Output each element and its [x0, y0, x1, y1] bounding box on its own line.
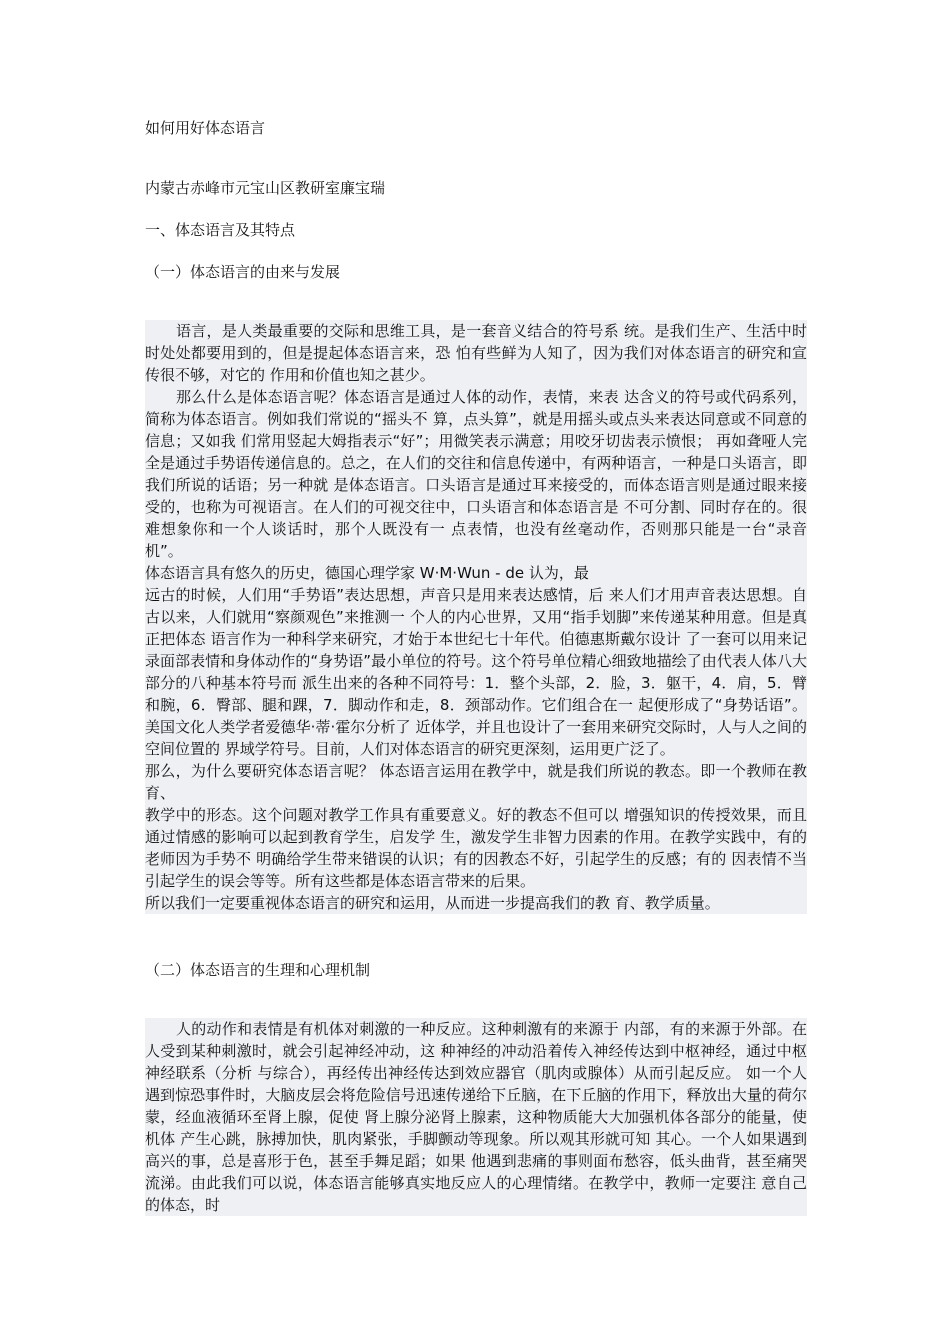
paragraph: 体态语言具有悠久的历史，德国心理学家 W·M·Wun - de 认为，最 — [145, 564, 589, 582]
paragraph: 那么什么是体态语言呢？体态语言是通过人体的动作，表情，来表 达含义的符号或代码系列，简称为体态语言。例如我们常说的“摇头不 算，点头算”，就是用摇头或点头来表达同意或不同意的信息；又如我 们常用竖起大姆指表示“好”；用微笑表示满意；用咬牙切齿表示愤恨； 再如聋哑人完全是通过手势语传递信息的。总之，在人们的交往和信息传递中，有两种语言，一种是口头语言，即我们所说的话语；另一种就 是体态语言。口头语言是通过耳来接受的，而体态语言则是通过眼来接 受的，也称为可视语言。在人们的可视交往中，口头语言和体态语言是 不可分割、同时存在的。很难想象你和一个人谈话时，那个人既没有一 点表情，也没有丝毫动作，否则那只能是一台“录音机”。 — [145, 388, 807, 560]
document-title: 如何用好体态语言 — [145, 119, 266, 137]
body-block-2 — [145, 1018, 807, 1216]
body-block-1 — [145, 320, 807, 914]
document-page — [145, 0, 807, 1344]
paragraph: 语言，是人类最重要的交际和思维工具，是一套音义结合的符号系 统。是我们生产、生活中时时处处都要用到的，但是提起体态语言来，恐 怕有些鲜为人知了，因为我们对体态语言的研究和宣传很不够，对它的 作用和价值也知之甚少。 — [145, 322, 807, 384]
paragraph: 人的动作和表情是有机体对刺激的一种反应。这种刺激有的来源于 内部，有的来源于外部。在人受到某种刺激时，就会引起神经冲动，这 种神经的冲动沿着传入神经传达到中枢神经，通过中枢神经联系（分析 与综合），再经传出神经传达到效应器官（肌肉或腺体）从而引起反应。 如一个人遇到惊恐事件时，大脑皮层会将危险信号迅速传递给下丘脑，在下丘脑的作用下，释放出大量的荷尔蒙，经血液循环至肾上腺，促使 肾上腺分泌肾上腺素，这种物质能大大加强机体各部分的能量，使机体 产生心跳，脉搏加快，肌肉紧张，手脚颤动等现象。所以观其形就可知 其心。一个人如果遇到高兴的事，总是喜形于色，甚至手舞足蹈；如果 他遇到悲痛的事则面布愁容，低头曲背，甚至痛哭流涕。由此我们可以说，体态语言能够真实地反应人的心理情绪。在教学中，教师一定要注 意自己的体态，时 — [145, 1020, 807, 1214]
paragraph: 那么，为什么要研究体态语言呢？ 体态语言运用在教学中，就是我们所说的教态。即一个教师在教育、 — [145, 762, 807, 802]
paragraph: 远古的时候，人们用“手势语”表达思想，声音只是用来表达感情，后 来人们才用声音表达思想。自古以来，人们就用“察颜观色”来推测一 个人的内心世界，又用“指手划脚”来传递某种用意。但是真正把体态 语言作为一种科学来研究，才始于本世纪七十年代。伯德惠斯戴尔设计 了一套可以用来记录面部表情和身体动作的“身势语”最小单位的符号。这个符号单位精心细致地描绘了由代表人体八大部分的八种基本符号而 派生出来的各种不同符号：1．整个头部，2．脸，3．躯干，4．肩，5．臂 和腕，6．臀部、腿和踝，7．脚动作和走，8．颈部动作。它们组合在一 起便形成了“身势话语”。美国文化人类学者爱德华·蒂·霍尔分析了 近体学，并且也设计了一套用来研究交际时，人与人之间的空间位置的 界域学符号。目前，人们对体态语言的研究更深刻，运用更广泛了。 — [145, 586, 807, 758]
section-heading-1: 一、体态语言及其特点 — [145, 221, 296, 239]
paragraph: 教学中的形态。这个问题对教学工作具有重要意义。好的教态不但可以 增强知识的传授效果，而且通过情感的影响可以起到教育学生，启发学 生，激发学生非智力因素的作用。在教学实践中，有的老师因为手势不 明确给学生带来错误的认识；有的因教态不好，引起学生的反感；有的 因表情不当引起学生的误会等等。所有这些都是体态语言带来的后果。 — [145, 806, 807, 890]
paragraph: 所以我们一定要重视体态语言的研究和运用，从而进一步提高我们的教 育、教学质量。 — [145, 894, 720, 912]
author-line: 内蒙古赤峰市元宝山区教研室廉宝瑞 — [145, 179, 386, 197]
subsection-heading-1: （一）体态语言的由来与发展 — [145, 263, 341, 281]
subsection-heading-2: （二）体态语言的生理和心理机制 — [145, 961, 371, 979]
